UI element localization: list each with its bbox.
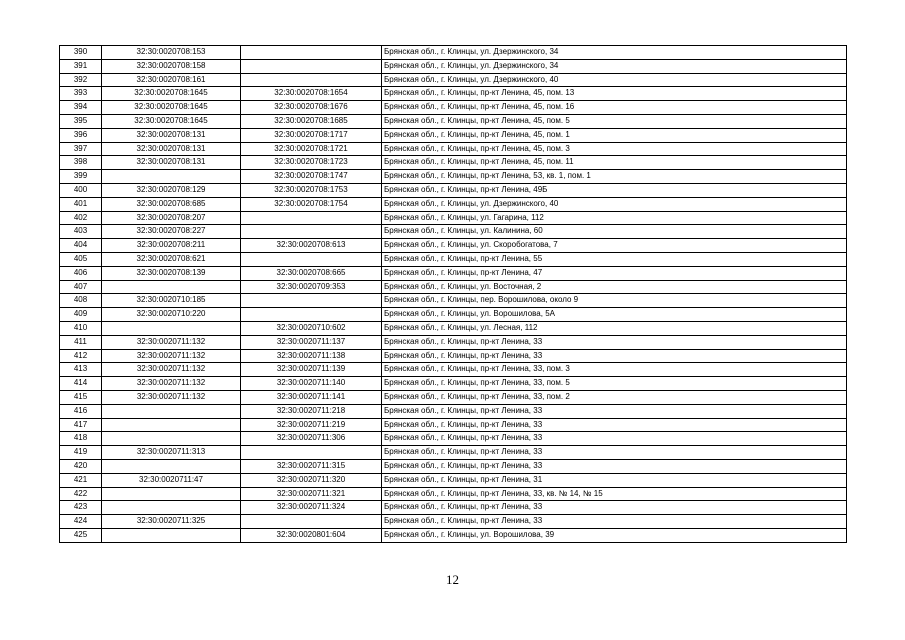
object-cadastral-number-cell: [241, 211, 382, 225]
row-number-cell: 404: [60, 239, 102, 253]
table-row: [60, 446, 847, 460]
address-cell: Брянская обл., г. Клинцы, пр-кт Ленина, 31: [382, 473, 847, 487]
table-row: [60, 501, 847, 515]
table-row: [60, 170, 847, 184]
object-cadastral-number-cell: 32:30:0020711:320: [241, 473, 382, 487]
address-cell: Брянская обл., г. Клинцы, пр-кт Ленина, 33: [382, 446, 847, 460]
table-row: [60, 197, 847, 211]
cadastral-number-cell: 32:30:0020711:47: [102, 473, 241, 487]
object-cadastral-number-cell: [241, 225, 382, 239]
cadastral-number-cell: 32:30:0020708:131: [102, 142, 241, 156]
object-cadastral-number-cell: [241, 252, 382, 266]
address-cell: Брянская обл., г. Клинцы, ул. Дзержинского, 34: [382, 59, 847, 73]
cadastral-number-cell: 32:30:0020708:1645: [102, 87, 241, 101]
table-row: [60, 515, 847, 529]
object-cadastral-number-cell: 32:30:0020711:321: [241, 487, 382, 501]
cadastral-number-cell: 32:30:0020708:207: [102, 211, 241, 225]
object-cadastral-number-cell: 32:30:0020708:613: [241, 239, 382, 253]
row-number-cell: 394: [60, 101, 102, 115]
object-cadastral-number-cell: 32:30:0020711:324: [241, 501, 382, 515]
table-row: [60, 266, 847, 280]
table-row: [60, 377, 847, 391]
table-row: [60, 59, 847, 73]
cadastral-number-cell: 32:30:0020711:132: [102, 377, 241, 391]
object-cadastral-number-cell: 32:30:0020711:315: [241, 459, 382, 473]
cadastral-number-cell: 32:30:0020711:325: [102, 515, 241, 529]
cadastral-number-cell: 32:30:0020708:131: [102, 128, 241, 142]
table-row: [60, 46, 847, 60]
table-row: [60, 252, 847, 266]
cadastral-number-cell: 32:30:0020711:132: [102, 349, 241, 363]
table-row: [60, 128, 847, 142]
address-cell: Брянская обл., г. Клинцы, пр-кт Ленина, 45, пом. 16: [382, 101, 847, 115]
row-number-cell: 390: [60, 46, 102, 60]
address-cell: Брянская обл., г. Клинцы, ул. Калинина, 60: [382, 225, 847, 239]
object-cadastral-number-cell: [241, 294, 382, 308]
table-row: [60, 390, 847, 404]
cadastral-number-cell: 32:30:0020711:313: [102, 446, 241, 460]
cadastral-number-cell: [102, 528, 241, 542]
table-row: [60, 87, 847, 101]
row-number-cell: 420: [60, 459, 102, 473]
row-number-cell: 392: [60, 73, 102, 87]
address-cell: Брянская обл., г. Клинцы, ул. Лесная, 112: [382, 321, 847, 335]
cadastral-number-cell: 32:30:0020708:227: [102, 225, 241, 239]
registry-table-body: [60, 46, 847, 543]
row-number-cell: 397: [60, 142, 102, 156]
object-cadastral-number-cell: 32:30:0020708:1721: [241, 142, 382, 156]
row-number-cell: 406: [60, 266, 102, 280]
address-cell: Брянская обл., г. Клинцы, пр-кт Ленина, 33, пом. 2: [382, 390, 847, 404]
object-cadastral-number-cell: 32:30:0020711:141: [241, 390, 382, 404]
row-number-cell: 410: [60, 321, 102, 335]
table-row: [60, 280, 847, 294]
row-number-cell: 403: [60, 225, 102, 239]
address-cell: Брянская обл., г. Клинцы, ул. Дзержинского, 40: [382, 197, 847, 211]
table-row: [60, 418, 847, 432]
address-cell: Брянская обл., г. Клинцы, ул. Гагарина, 112: [382, 211, 847, 225]
cadastral-number-cell: [102, 432, 241, 446]
cadastral-number-cell: [102, 404, 241, 418]
cadastral-number-cell: 32:30:0020708:211: [102, 239, 241, 253]
cadastral-number-cell: 32:30:0020708:161: [102, 73, 241, 87]
object-cadastral-number-cell: 32:30:0020708:1654: [241, 87, 382, 101]
row-number-cell: 416: [60, 404, 102, 418]
cadastral-number-cell: [102, 280, 241, 294]
table-row: [60, 363, 847, 377]
address-cell: Брянская обл., г. Клинцы, пр-кт Ленина, 55: [382, 252, 847, 266]
address-cell: Брянская обл., г. Клинцы, ул. Скоробогатова, 7: [382, 239, 847, 253]
address-cell: Брянская обл., г. Клинцы, пр-кт Ленина, 33, пом. 3: [382, 363, 847, 377]
cadastral-number-cell: [102, 459, 241, 473]
address-cell: Брянская обл., г. Клинцы, пр-кт Ленина, 49Б: [382, 183, 847, 197]
address-cell: Брянская обл., г. Клинцы, пр-кт Ленина, 33: [382, 418, 847, 432]
row-number-cell: 400: [60, 183, 102, 197]
row-number-cell: 424: [60, 515, 102, 529]
row-number-cell: 399: [60, 170, 102, 184]
table-row: [60, 487, 847, 501]
cadastral-number-cell: [102, 501, 241, 515]
table-row: [60, 101, 847, 115]
object-cadastral-number-cell: 32:30:0020711:219: [241, 418, 382, 432]
cadastral-number-cell: 32:30:0020708:621: [102, 252, 241, 266]
row-number-cell: 419: [60, 446, 102, 460]
cadastral-number-cell: 32:30:0020708:1645: [102, 114, 241, 128]
object-cadastral-number-cell: 32:30:0020711:137: [241, 335, 382, 349]
row-number-cell: 418: [60, 432, 102, 446]
object-cadastral-number-cell: 32:30:0020710:602: [241, 321, 382, 335]
object-cadastral-number-cell: 32:30:0020708:1685: [241, 114, 382, 128]
table-row: [60, 404, 847, 418]
address-cell: Брянская обл., г. Клинцы, пр-кт Ленина, 33: [382, 501, 847, 515]
address-cell: Брянская обл., г. Клинцы, ул. Дзержинского, 34: [382, 46, 847, 60]
row-number-cell: 393: [60, 87, 102, 101]
row-number-cell: 409: [60, 308, 102, 322]
cadastral-number-cell: [102, 487, 241, 501]
table-row: [60, 459, 847, 473]
cadastral-number-cell: 32:30:0020708:158: [102, 59, 241, 73]
address-cell: Брянская обл., г. Клинцы, пр-кт Ленина, 33: [382, 349, 847, 363]
row-number-cell: 401: [60, 197, 102, 211]
row-number-cell: 422: [60, 487, 102, 501]
object-cadastral-number-cell: 32:30:0020711:306: [241, 432, 382, 446]
object-cadastral-number-cell: [241, 515, 382, 529]
page-number: 12: [446, 572, 459, 587]
object-cadastral-number-cell: 32:30:0020711:140: [241, 377, 382, 391]
address-cell: Брянская обл., г. Клинцы, пр-кт Ленина, 53, кв. 1, пом. 1: [382, 170, 847, 184]
row-number-cell: 414: [60, 377, 102, 391]
cadastral-number-cell: 32:30:0020708:153: [102, 46, 241, 60]
address-cell: Брянская обл., г. Клинцы, пер. Ворошилова, около 9: [382, 294, 847, 308]
table-row: [60, 321, 847, 335]
address-cell: Брянская обл., г. Клинцы, пр-кт Ленина, 45, пом. 11: [382, 156, 847, 170]
row-number-cell: 417: [60, 418, 102, 432]
row-number-cell: 425: [60, 528, 102, 542]
cadastral-number-cell: 32:30:0020708:1645: [102, 101, 241, 115]
object-cadastral-number-cell: 32:30:0020708:1717: [241, 128, 382, 142]
row-number-cell: 395: [60, 114, 102, 128]
table-row: [60, 528, 847, 542]
row-number-cell: 398: [60, 156, 102, 170]
object-cadastral-number-cell: 32:30:0020709:353: [241, 280, 382, 294]
address-cell: Брянская обл., г. Клинцы, пр-кт Ленина, 33: [382, 335, 847, 349]
cadastral-number-cell: 32:30:0020708:131: [102, 156, 241, 170]
cadastral-number-cell: 32:30:0020711:132: [102, 390, 241, 404]
cadastral-number-cell: 32:30:0020710:185: [102, 294, 241, 308]
table-row: [60, 349, 847, 363]
address-cell: Брянская обл., г. Клинцы, пр-кт Ленина, 33, кв. № 14, № 15: [382, 487, 847, 501]
row-number-cell: 391: [60, 59, 102, 73]
row-number-cell: 413: [60, 363, 102, 377]
address-cell: Брянская обл., г. Клинцы, ул. Восточная, 2: [382, 280, 847, 294]
object-cadastral-number-cell: [241, 46, 382, 60]
row-number-cell: 412: [60, 349, 102, 363]
table-row: [60, 294, 847, 308]
table-row: [60, 432, 847, 446]
row-number-cell: 408: [60, 294, 102, 308]
object-cadastral-number-cell: [241, 59, 382, 73]
object-cadastral-number-cell: [241, 73, 382, 87]
row-number-cell: 421: [60, 473, 102, 487]
address-cell: Брянская обл., г. Клинцы, пр-кт Ленина, 33: [382, 459, 847, 473]
table-row: [60, 183, 847, 197]
object-cadastral-number-cell: 32:30:0020708:1747: [241, 170, 382, 184]
row-number-cell: 415: [60, 390, 102, 404]
cadastral-number-cell: 32:30:0020708:129: [102, 183, 241, 197]
address-cell: Брянская обл., г. Клинцы, пр-кт Ленина, 33: [382, 432, 847, 446]
address-cell: Брянская обл., г. Клинцы, пр-кт Ленина, 45, пом. 13: [382, 87, 847, 101]
row-number-cell: 402: [60, 211, 102, 225]
cadastral-number-cell: 32:30:0020708:139: [102, 266, 241, 280]
object-cadastral-number-cell: 32:30:0020711:138: [241, 349, 382, 363]
object-cadastral-number-cell: [241, 308, 382, 322]
address-cell: Брянская обл., г. Клинцы, пр-кт Ленина, 45, пом. 5: [382, 114, 847, 128]
cadastral-number-cell: 32:30:0020708:685: [102, 197, 241, 211]
object-cadastral-number-cell: 32:30:0020708:1676: [241, 101, 382, 115]
registry-table: [59, 45, 847, 543]
table-row: [60, 225, 847, 239]
table-row: [60, 156, 847, 170]
address-cell: Брянская обл., г. Клинцы, пр-кт Ленина, 33, пом. 5: [382, 377, 847, 391]
table-row: [60, 308, 847, 322]
table-row: [60, 211, 847, 225]
table-row: [60, 73, 847, 87]
table-row: [60, 473, 847, 487]
table-row: [60, 335, 847, 349]
address-cell: Брянская обл., г. Клинцы, пр-кт Ленина, 33: [382, 404, 847, 418]
address-cell: Брянская обл., г. Клинцы, ул. Ворошилова, 5А: [382, 308, 847, 322]
object-cadastral-number-cell: 32:30:0020711:139: [241, 363, 382, 377]
object-cadastral-number-cell: 32:30:0020708:1754: [241, 197, 382, 211]
address-cell: Брянская обл., г. Клинцы, пр-кт Ленина, 33: [382, 515, 847, 529]
row-number-cell: 411: [60, 335, 102, 349]
table-row: [60, 142, 847, 156]
row-number-cell: 407: [60, 280, 102, 294]
address-cell: Брянская обл., г. Клинцы, пр-кт Ленина, 45, пом. 1: [382, 128, 847, 142]
object-cadastral-number-cell: 32:30:0020708:665: [241, 266, 382, 280]
address-cell: Брянская обл., г. Клинцы, пр-кт Ленина, 47: [382, 266, 847, 280]
cadastral-number-cell: 32:30:0020711:132: [102, 335, 241, 349]
cadastral-number-cell: [102, 170, 241, 184]
row-number-cell: 405: [60, 252, 102, 266]
cadastral-number-cell: [102, 418, 241, 432]
row-number-cell: 396: [60, 128, 102, 142]
cadastral-number-cell: 32:30:0020710:220: [102, 308, 241, 322]
object-cadastral-number-cell: [241, 446, 382, 460]
object-cadastral-number-cell: 32:30:0020801:604: [241, 528, 382, 542]
row-number-cell: 423: [60, 501, 102, 515]
object-cadastral-number-cell: 32:30:0020711:218: [241, 404, 382, 418]
table-row: [60, 239, 847, 253]
cadastral-number-cell: [102, 321, 241, 335]
address-cell: Брянская обл., г. Клинцы, ул. Ворошилова, 39: [382, 528, 847, 542]
object-cadastral-number-cell: 32:30:0020708:1723: [241, 156, 382, 170]
address-cell: Брянская обл., г. Клинцы, ул. Дзержинского, 40: [382, 73, 847, 87]
table-row: [60, 114, 847, 128]
object-cadastral-number-cell: 32:30:0020708:1753: [241, 183, 382, 197]
cadastral-number-cell: 32:30:0020711:132: [102, 363, 241, 377]
address-cell: Брянская обл., г. Клинцы, пр-кт Ленина, 45, пом. 3: [382, 142, 847, 156]
